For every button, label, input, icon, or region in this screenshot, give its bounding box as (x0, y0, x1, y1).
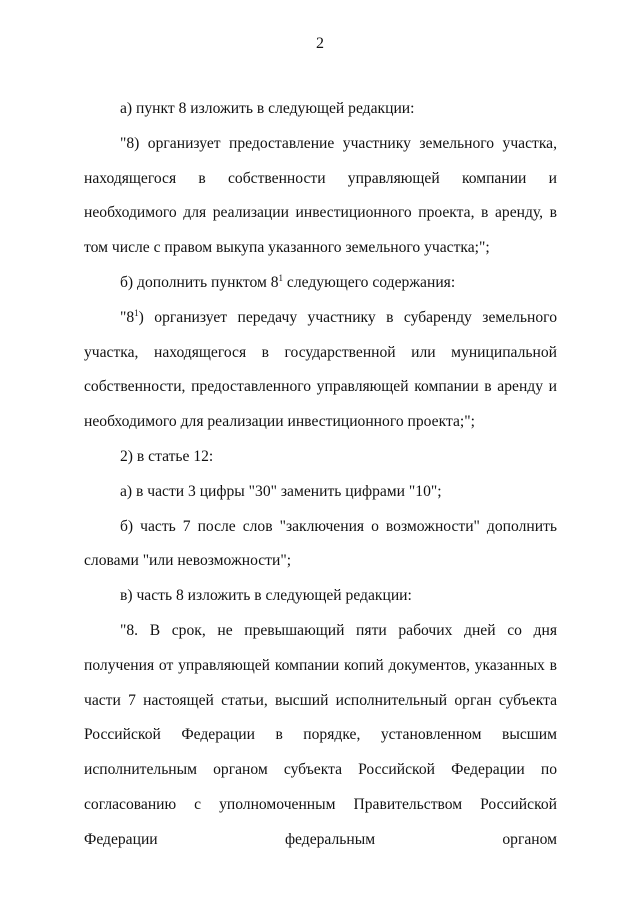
paragraph-part-3: а) в части 3 цифры "30" заменить цифрами "10"; (120, 482, 442, 500)
paragraph-amendment-a: а) пункт 8 изложить в следующей редакции: (120, 100, 415, 117)
text-fragment: "8 (120, 308, 135, 326)
paragraph-point-8-1-text (84, 301, 557, 440)
text-fragment: следующего содержания: (283, 273, 456, 291)
paragraph-part-7: б) часть 7 после слов "заключения о возможности" дополнить словами "или невозможности"; (84, 517, 557, 570)
paragraph-amendment-b (84, 266, 557, 301)
text-fragment: ) организует передачу участнику в субаренду земельного участка, находящегося в государственной или муниципальной собственности, предоставленного управляющей компании в аренду и необходимого для реализации инвестиционного проекта;"; (84, 308, 557, 431)
paragraph-point-8-text: "8) организует предоставление участнику земельного участка, находящегося в собственности управляющей компании и необходимого для реализации инвестиционного проекта, в аренду, в том числе с правом выкупа указанного земельного участка;"; (84, 134, 557, 257)
paragraph-article-12: 2) в статье 12: (120, 447, 214, 465)
page-number: 2 (316, 35, 324, 52)
superscript: 1 (278, 272, 284, 283)
paragraph-part-8: в) часть 8 изложить в следующей редакции: (120, 587, 412, 605)
document-body (84, 92, 557, 858)
paragraph-part-8-text: "8. В срок, не превышающий пяти рабочих дней со дня получения от управляющей компании копий документов, указанных в части 7 настоящей статьи, высший исполнительный орган субъекта Российской Федерации в порядке, установленном высшим исполнительным органом субъекта Российской Федерации по согласованию с уполномоченным Правительством Российской Федерации федеральным органом (84, 621, 557, 848)
superscript: 1 (134, 307, 139, 318)
text-fragment: б) дополнить пунктом 8 (120, 273, 279, 291)
